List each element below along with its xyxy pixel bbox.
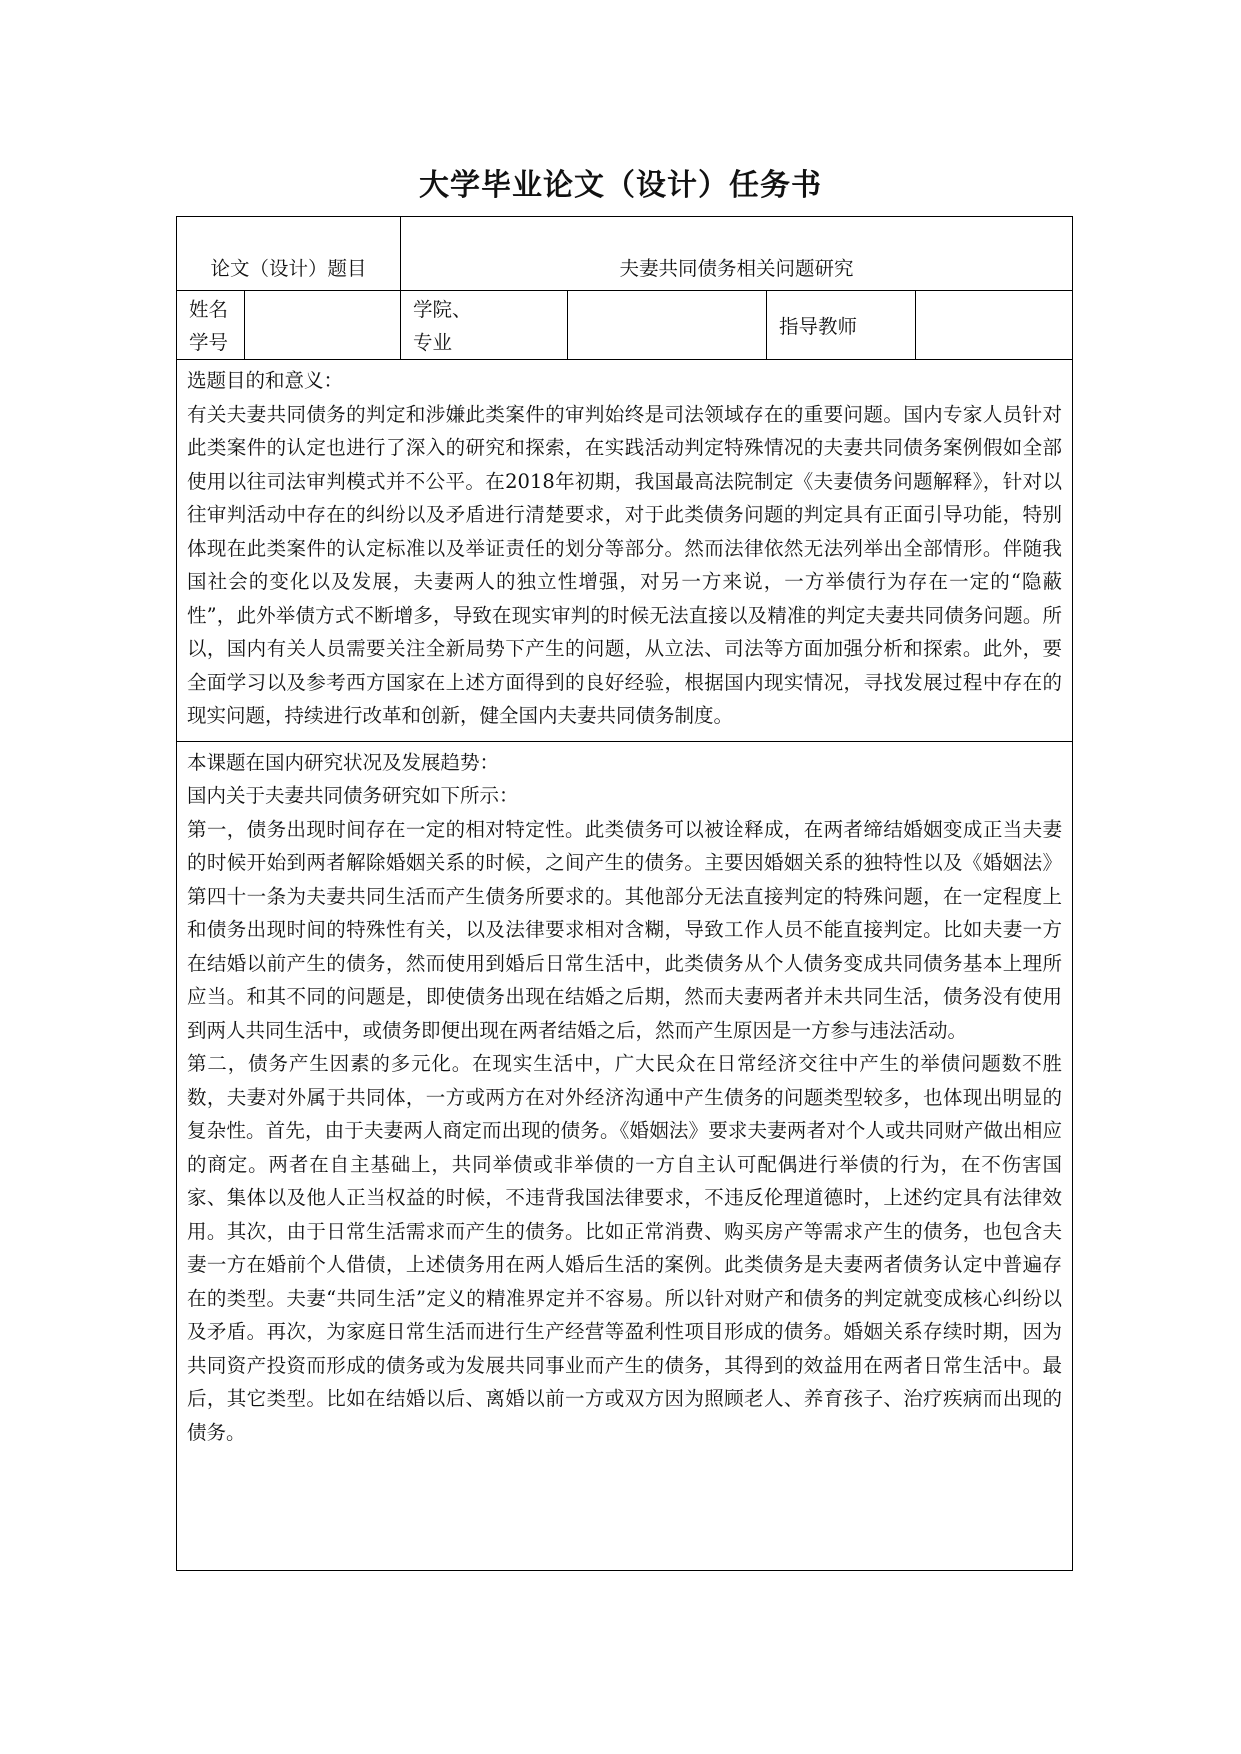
name-label: 姓名 [189,298,229,321]
college-label: 学院、 [413,298,472,321]
info-row [177,291,1073,360]
task-form-table [176,216,1073,1571]
status-row [177,741,1073,1570]
advisor-value-cell [916,291,1073,360]
status-intro: 国内关于夫妻共同债务研究如下所示： [187,784,519,807]
status-paragraph-2: 第二，债务产生因素的多元化。在现实生活中，广大民众在日常经济交往中产生的举债问题数不胜数，夫妻对外属于共同体，一方或两方在对外经济沟通中产生债务的问题类型较多，也体现出明显的复杂性。首先，由于夫妻两人商定而出现的债务。《婚姻法》要求夫妻两者对个人或共同财产做出相应的商定。两者在自主基础上，共同举债或非举债的一方自主认可配偶进行举债的行为，在不伤害国家、集体以及他人正当权益的时候，不违背我国法律要求，不违反伦理道德时，上述约定具有法律效用。其次，由于日常生活需求而产生的债务。比如正常消费、购买房产等需求产生的债务，也包含夫妻一方在婚前个人借债，上述债务用在两人婚后生活的案例。此类债务是夫妻两者债务认定中普遍存在的类型。夫妻“共同生活”定义的精准界定并不容易。所以针对财产和债务的判定就变成核心纠纷以及矛盾。再次，为家庭日常生活而进行生产经营等盈利性项目形成的债务。婚姻关系存续时期，因为共同资产投资而形成的债务或为发展共同事业而产生的债务，其得到的效益用在两者日常生活中。最后，其它类型。比如在结婚以后、离婚以前一方或双方因为照顾老人、养育孩子、治疗疾病而出现的债务。 [187,1052,1063,1444]
name-label-cell [177,291,245,360]
advisor-label: 指导教师 [779,315,858,338]
major-label: 专业 [413,331,453,354]
document-title: 大学毕业论文（设计）任务书 [419,168,822,203]
student-id-label: 学号 [189,331,229,354]
purpose-heading: 选题目的和意义： [187,369,344,392]
status-section [177,741,1073,1570]
topic-row [177,217,1073,291]
purpose-section [177,360,1073,742]
topic-value-cell [401,217,1073,291]
topic-value: 夫妻共同债务相关问题研究 [619,257,854,280]
college-label-cell [401,291,568,360]
topic-label: 论文（设计）题目 [210,257,367,280]
purpose-row [177,360,1073,742]
status-heading: 本课题在国内研究状况及发展趋势： [187,750,500,774]
name-value-cell [245,291,401,360]
status-paragraph-1: 第一，债务出现时间存在一定的相对特定性。此类债务可以被诠释成，在两者缔结婚姻变成正当夫妻的时候开始到两者解除婚姻关系的时候，之间产生的债务。主要因婚姻关系的独特性以及《婚姻法》第四十一条为夫妻共同生活而产生债务所要求的。其他部分无法直接判定的特殊问题，在一定程度上和债务出现时间的特殊性有关，以及法律要求相对含糊，导致工作人员不能直接判定。比如夫妻一方在结婚以前产生的债务，然而使用到婚后日常生活中，此类债务从个人债务变成共同债务基本上理所应当。和其不同的问题是，即使债务出现在结婚之后期，然而夫妻两者并未共同生活，债务没有使用到两人共同生活中，或债务即便出现在两者结婚之后，然而产生原因是一方参与违法活动。 [187,817,1063,1042]
purpose-body: 有关夫妻共同债务的判定和涉嫌此类案件的审判始终是司法领域存在的重要问题。国内专家人员针对此类案件的认定也进行了深入的研究和探索，在实践活动判定特殊情况的夫妻共同债务案例假如全部使用以往司法审判模式并不公平。在2018年初期，我国最高法院制定《夫妻债务问题解释》，针对以往审判活动中存在的纠纷以及矛盾进行清楚要求，对于此类债务问题的判定具有正面引导功能，特别体现在此类案件的认定标准以及举证责任的划分等部分。然而法律依然无法列举出全部情形。伴随我国社会的变化以及发展，夫妻两人的独立性增强，对另一方来说，一方举债行为存在一定的“隐蔽性”，此外举债方式不断增多，导致在现实审判的时候无法直接以及精准的判定夫妻共同债务问题。所以，国内有关人员需要关注全新局势下产生的问题，从立法、司法等方面加强分析和探索。此外，要全面学习以及参考西方国家在上述方面得到的良好经验，根据国内现实情况，寻找发展过程中存在的现实问题，持续进行改革和创新，健全国内夫妻共同债务制度。 [187,402,1063,727]
college-value-cell [568,291,767,360]
topic-label-cell [177,217,401,291]
advisor-label-cell [767,291,916,360]
